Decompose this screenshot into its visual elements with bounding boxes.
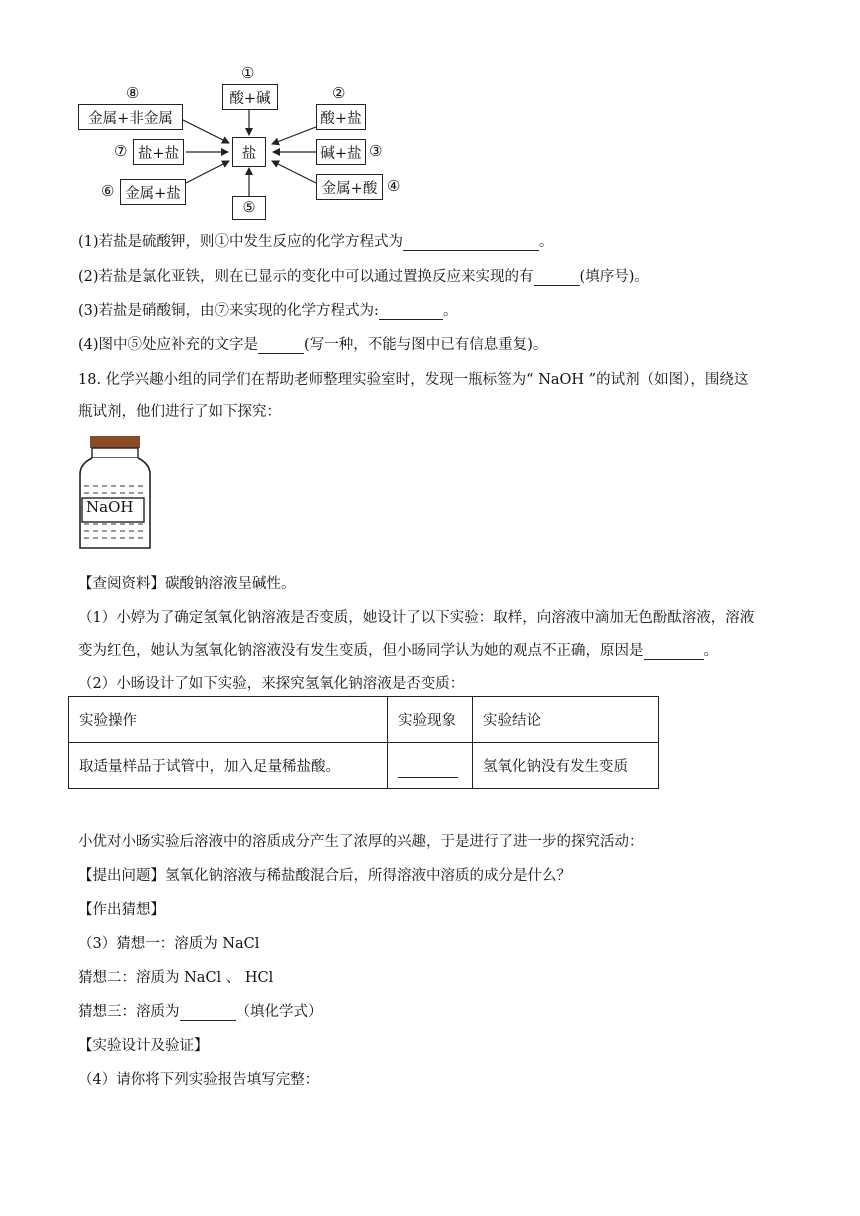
q17-part-2-end: (填序号)。 [579, 269, 649, 285]
node-3-box [316, 139, 366, 165]
q18-part-1-line1: （1）小婷为了确定氢氧化钠溶液是否变质，她设计了以下实验：取样，向溶液中滴加无色酚酞溶液，溶液 [78, 610, 755, 626]
q17-part-3-end: 。 [442, 303, 458, 319]
node-6-label: 金属+盐 [125, 185, 181, 202]
node-4-label: 金属+酸 [321, 180, 378, 197]
center-salt-label: 盐 [241, 145, 257, 162]
q17-part-3-blank[interactable] [379, 303, 443, 320]
table-cell: 取适量样品于试管中，加入足量稀盐酸。 [69, 743, 388, 789]
q18-intro-line1: 18. 化学兴趣小组的同学们在帮助老师整理实验室时，发现一瓶标签为“ NaOH ”的试剂（如图），围绕这 [78, 372, 749, 388]
node-7-number: ⑦ [114, 142, 128, 160]
q17-part-1 [78, 230, 554, 251]
node-5-box [232, 196, 266, 220]
experiment-table [68, 696, 659, 789]
q17-part-4-text: (4)图中⑤处应补充的文字是 [78, 337, 259, 353]
q18-part-1-line2-text: 变为红色，她认为氢氧化钠溶液没有发生变质，但小旸同学认为她的观点不正确，原因是 [78, 643, 644, 659]
node-5-label: ⑤ [242, 200, 256, 216]
table-header-cell: 实验操作 [69, 697, 388, 743]
q17-part-2-text: (2)若盐是氯化亚铁，则在已显示的变化中可以通过置换反应来实现的有 [78, 269, 534, 285]
guess-3-text: 猜想三：溶质为 [78, 1004, 180, 1020]
q17-part-4 [78, 333, 547, 354]
q17-part-4-end: (写一种，不能与图中已有信息重复)。 [304, 337, 548, 353]
node-1-box [222, 84, 278, 110]
guess-title: 【作出猜想】 [78, 902, 165, 918]
guess-3-blank[interactable] [180, 1004, 236, 1021]
q18-intro-line2: 瓶试剂，他们进行了如下探究： [78, 404, 281, 420]
node-6-box [120, 179, 186, 205]
guess-3-hint: （填化学式） [235, 1004, 323, 1020]
guess-1: （3）猜想一：溶质为 NaCl [78, 936, 260, 952]
node-1-label: 酸+碱 [229, 90, 271, 107]
table-row [69, 743, 659, 789]
guess-3 [78, 1000, 323, 1021]
node-2-label: 酸+盐 [320, 110, 362, 127]
guess-2: 猜想二：溶质为 NaCl 、 HCl [78, 970, 274, 986]
table-header-cell: 实验结论 [473, 697, 659, 743]
bottle-drawing [78, 436, 152, 552]
reference-info: 【查阅资料】碳酸钠溶液呈碱性。 [78, 576, 296, 592]
q17-part-4-blank[interactable] [258, 337, 304, 354]
q18-part-1-end: 。 [703, 643, 718, 659]
table-cell: 氢氧化钠没有发生变质 [473, 743, 659, 789]
node-7-label: 盐+盐 [137, 145, 180, 162]
q18-part-1-line2 [78, 639, 718, 660]
node-7-box [133, 139, 184, 165]
node-2-box [316, 104, 366, 130]
node-8-label: 金属+非金属 [88, 110, 173, 127]
node-4-box [316, 174, 383, 200]
design-title: 【实验设计及验证】 [78, 1038, 209, 1054]
arrow-6 [186, 161, 229, 183]
q18-part-1-blank[interactable] [644, 643, 704, 660]
q17-part-1-blank[interactable] [403, 234, 539, 251]
node-3-number: ③ [369, 142, 383, 160]
q17-part-1-end: 。 [539, 234, 554, 250]
q18-part-2: （2）小旸设计了如下实验，来探究氢氧化钠溶液是否变质： [78, 676, 465, 692]
table-header-row [69, 697, 659, 743]
q17-part-3-text: (3)若盐是硝酸铜，由⑦来实现的化学方程式为: [78, 303, 379, 319]
node-4-number: ④ [387, 177, 401, 195]
node-6-number: ⑥ [101, 182, 115, 200]
after-table-text: 小优对小旸实验后溶液中的溶质成分产生了浓厚的兴趣，于是进行了进一步的探究活动： [78, 834, 644, 850]
arrow-8 [183, 120, 229, 143]
node-8-number: ⑧ [126, 84, 140, 102]
table-header-cell: 实验现象 [388, 697, 473, 743]
node-2-number: ② [332, 84, 346, 102]
q17-part-3 [78, 299, 457, 320]
q17-part-2-blank[interactable] [534, 269, 580, 286]
node-1-number: ① [241, 64, 255, 82]
table-cell-blank[interactable] [388, 743, 473, 789]
arrow-4 [272, 161, 316, 183]
q17-part-2 [78, 265, 649, 286]
arrow-2 [272, 127, 316, 144]
node-3-label: 碱+盐 [320, 145, 362, 162]
q18-part-4: （4）请你将下列实验报告填写完整： [78, 1072, 320, 1088]
bottle-label: NaOH [86, 498, 134, 516]
raise-question: 【提出问题】氢氧化钠溶液与稀盐酸混合后，所得溶液中溶质的成分是什么？ [78, 868, 571, 884]
node-8-box [78, 104, 183, 130]
q17-part-1-text: (1)若盐是硫酸钾，则①中发生反应的化学方程式为 [78, 234, 404, 250]
center-salt-box [232, 137, 266, 167]
